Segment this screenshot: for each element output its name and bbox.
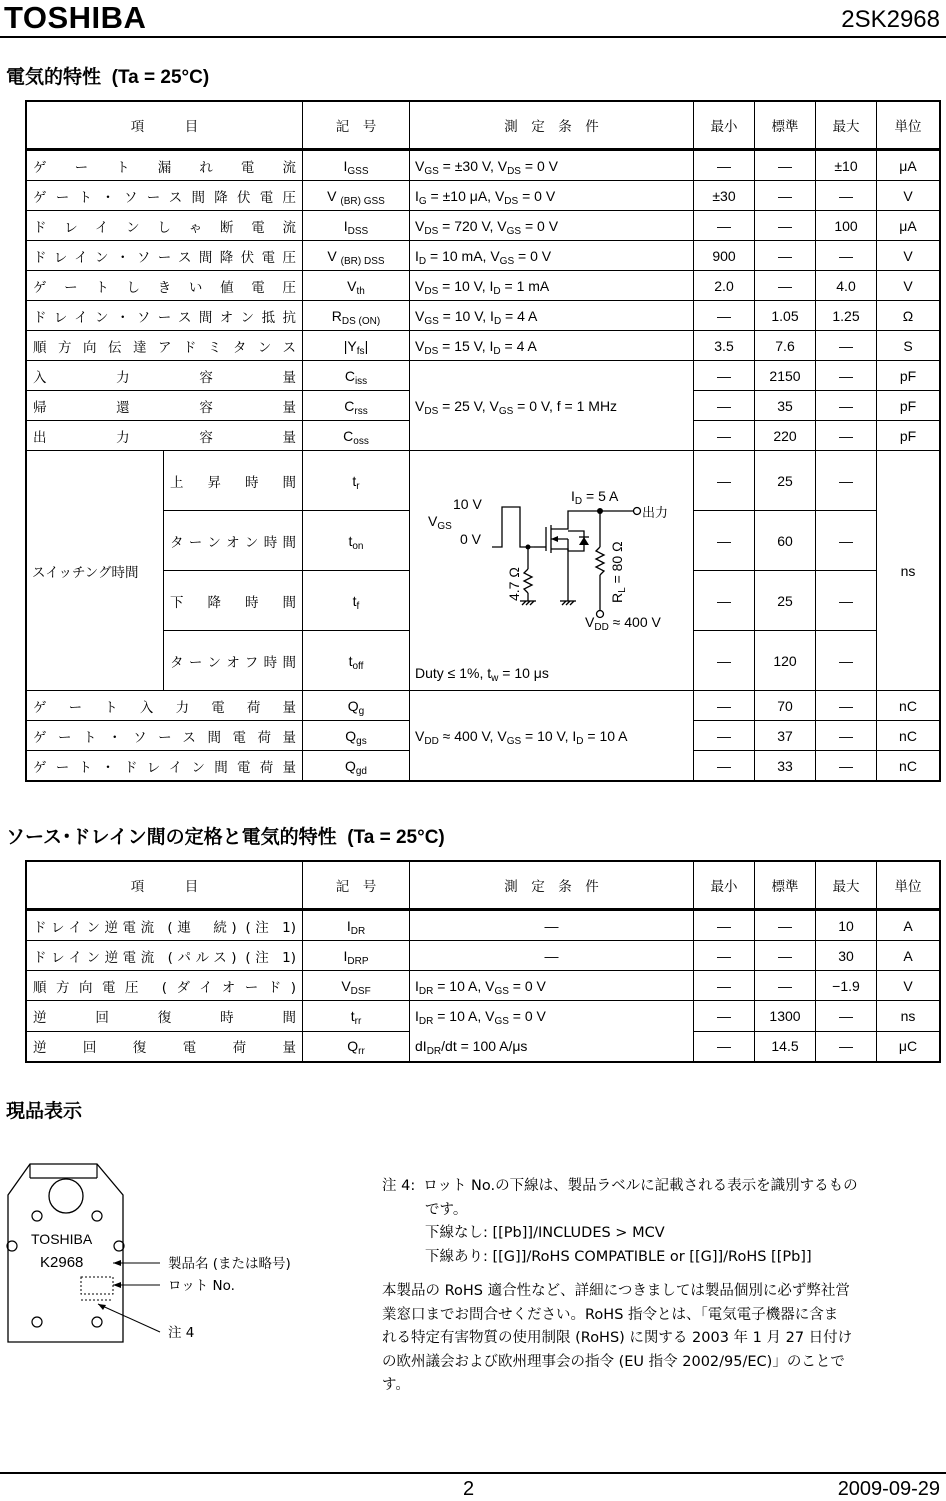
param-symbol: $I_{GSS}$ <box>303 150 410 181</box>
col-header-item: 項 目 <box>27 862 303 910</box>
value-unit: Ω <box>877 301 940 331</box>
svg-text:RL = 80 Ω: $R_L = 80$ Ω <box>609 541 628 603</box>
revision-date: 2009-09-29 <box>837 1478 940 1500</box>
package-marking-drawing <box>0 1150 380 1350</box>
param-symbol: $|Y_{fs}|$ <box>303 331 410 361</box>
value-typ: — <box>755 910 816 941</box>
param-name: ゲートしきい値電圧 <box>27 271 303 301</box>
param-symbol: $C_{oss}$ <box>303 421 410 451</box>
table-row <box>27 941 940 971</box>
callout-product-name: 製品名 (または略号) <box>168 1256 291 1272</box>
value-typ: 14.5 <box>755 1031 816 1062</box>
value-max: — <box>816 421 877 451</box>
value-typ: — <box>755 211 816 241</box>
svg-text:4.7 Ω: 4.7 Ω <box>506 567 522 601</box>
col-header-item: 項 目 <box>27 102 303 150</box>
section2-condition: (Ta = 25°C) <box>347 827 445 848</box>
callout-lot-number: ロット No. <box>168 1278 235 1294</box>
note4-line2: です。 <box>425 1201 468 1218</box>
param-name: ドレインしゃ断電流 <box>27 211 303 241</box>
test-condition: $I_{DR} = 10$ A, $V_{GS} = 0$ V $dI_{DR}/dt = 100$ A/μs <box>410 1001 694 1062</box>
col-header-unit: 単位 <box>877 862 940 910</box>
value-typ: — <box>755 241 816 271</box>
callout-note4: 注 4 <box>168 1325 195 1341</box>
table-row <box>27 301 940 331</box>
param-symbol: $Q_{gd}$ <box>303 751 410 781</box>
footer-rule <box>0 1472 946 1474</box>
value-max: — <box>816 751 877 781</box>
col-header-max: 最大 <box>816 862 877 910</box>
svg-text:VDD ≈ 400 V: $V_{DD} \approx 400$ V <box>585 614 661 633</box>
value-min: — <box>694 150 755 181</box>
param-symbol: $t_r$ <box>303 451 410 511</box>
test-condition: $V_{DS} = 10$ V, $I_D = 1$ mA <box>410 271 694 301</box>
param-name: ゲート・ソース間降伏電圧 <box>27 181 303 211</box>
value-typ: — <box>755 941 816 971</box>
param-name: ゲート・ソース間電荷量 <box>27 721 303 751</box>
param-symbol: $t_f$ <box>303 571 410 631</box>
test-condition: $V_{DS} = 15$ V, $I_D = 4$ A <box>410 331 694 361</box>
value-min: 3.5 <box>694 331 755 361</box>
test-condition: $V_{DS} = 25$ V, $V_{GS} = 0$ V, f = 1 MHz <box>410 361 694 451</box>
value-unit: V <box>877 271 940 301</box>
value-unit: A <box>877 941 940 971</box>
value-max: — <box>816 721 877 751</box>
value-unit: μA <box>877 211 940 241</box>
param-symbol: $C_{rss}$ <box>303 391 410 421</box>
param-name: ドレイン逆電流 (パルス) (注 1) <box>27 941 303 971</box>
note4-label: 注 4: <box>382 1178 416 1194</box>
value-min: — <box>694 1001 755 1032</box>
value-typ: 33 <box>755 751 816 781</box>
value-min: — <box>694 721 755 751</box>
rohs-paragraph <box>382 1280 942 1398</box>
rohs-line2: 業窓口までお問合せください。RoHS 指令とは、「電気電子機器に含ま <box>382 1306 839 1323</box>
value-unit: ns <box>877 451 940 691</box>
value-max: ±10 <box>816 150 877 181</box>
value-min: — <box>694 451 755 511</box>
value-typ: 35 <box>755 391 816 421</box>
param-name: 入力容量 <box>27 361 303 391</box>
value-unit: nC <box>877 751 940 781</box>
section1-title: 電気的特性 <box>6 66 102 88</box>
value-max: — <box>816 241 877 271</box>
value-min: — <box>694 910 755 941</box>
value-min: — <box>694 751 755 781</box>
electrical-characteristics-table <box>26 101 940 781</box>
table-row <box>27 971 940 1001</box>
value-unit: μC <box>877 1031 940 1062</box>
value-unit: A <box>877 910 940 941</box>
value-unit: pF <box>877 391 940 421</box>
value-unit: S <box>877 331 940 361</box>
table-row <box>27 271 940 301</box>
param-symbol: $C_{iss}$ <box>303 361 410 391</box>
value-typ: — <box>755 971 816 1001</box>
param-name: ゲート漏れ電流 <box>27 150 303 181</box>
value-unit: nC <box>877 691 940 721</box>
value-min: — <box>694 941 755 971</box>
table-row <box>27 181 940 211</box>
table-row <box>27 361 940 391</box>
switching-group-label: スイッチング時間 <box>27 451 164 691</box>
test-condition: — <box>410 910 694 941</box>
value-max: 30 <box>816 941 877 971</box>
header-rule <box>0 36 946 38</box>
note4-line1: ロット No.の下線は、製品ラベルに記載される表示を識別するもの <box>423 1178 858 1194</box>
value-typ: 220 <box>755 421 816 451</box>
value-unit: nC <box>877 721 940 751</box>
switching-test-circuit <box>410 451 680 683</box>
param-symbol: $I_{DSS}$ <box>303 211 410 241</box>
duty-condition: Duty ≤ 1%, $t_w = 10$ μs <box>415 665 549 684</box>
rohs-line3: れる特定有害物質の使用制限 (RoHS) に関する 2003 年 1 月 27 日付け <box>382 1330 853 1346</box>
toshiba-logo: TOSHIBA <box>4 0 147 35</box>
col-header-max: 最大 <box>816 102 877 150</box>
col-header-condition: 測 定 条 件 <box>410 102 694 150</box>
note4-line3: 下線なし: [[Pb]]/INCLUDES > MCV <box>425 1225 665 1241</box>
value-max: — <box>816 331 877 361</box>
table-row <box>27 1001 940 1032</box>
param-symbol: $V_{th}$ <box>303 271 410 301</box>
section1-condition: (Ta = 25°C) <box>111 67 210 88</box>
value-max: — <box>816 391 877 421</box>
value-min: — <box>694 511 755 571</box>
value-min: — <box>694 301 755 331</box>
value-unit: pF <box>877 361 940 391</box>
value-typ: — <box>755 150 816 181</box>
table2-header-row <box>27 862 940 910</box>
value-min: — <box>694 971 755 1001</box>
test-condition: $I_G = \pm 10$ μA, $V_{DS} = 0$ V <box>410 181 694 211</box>
value-max: — <box>816 181 877 211</box>
section2-title: ソース･ドレイン間の定格と電気的特性 <box>6 826 337 848</box>
col-header-typ: 標準 <box>755 102 816 150</box>
value-max: — <box>816 691 877 721</box>
value-typ: 1300 <box>755 1001 816 1032</box>
value-typ: 2150 <box>755 361 816 391</box>
package-brand: TOSHIBA <box>31 1231 93 1247</box>
value-min: — <box>694 391 755 421</box>
table-row <box>27 691 940 721</box>
value-max: 100 <box>816 211 877 241</box>
value-max: 4.0 <box>816 271 877 301</box>
value-unit: V <box>877 241 940 271</box>
param-name: ゲート・ドレイン間電荷量 <box>27 751 303 781</box>
param-name: ターンオン時間 <box>164 511 303 571</box>
value-min: — <box>694 571 755 631</box>
value-min: — <box>694 211 755 241</box>
value-typ: 60 <box>755 511 816 571</box>
param-name: 逆回復電荷量 <box>27 1031 303 1062</box>
param-symbol: $t_{off}$ <box>303 631 410 691</box>
value-max: 1.25 <box>816 301 877 331</box>
value-min: 900 <box>694 241 755 271</box>
col-header-condition: 測 定 条 件 <box>410 862 694 910</box>
note4-line4: 下線あり: [[G]]/RoHS COMPATIBLE or [[G]]/RoHS [[Pb]] <box>425 1248 812 1265</box>
param-symbol: $t_{on}$ <box>303 511 410 571</box>
svg-text:ID = 5 A: $I_D = 5$ A <box>571 488 619 507</box>
param-name: 順方向電圧 (ダイオード) <box>27 971 303 1001</box>
col-header-min: 最小 <box>694 102 755 150</box>
param-symbol: V $_{(BR) GSS}$ <box>303 181 410 211</box>
param-name: 出力容量 <box>27 421 303 451</box>
table-row <box>27 241 940 271</box>
switching-circuit-cell <box>410 451 694 691</box>
col-header-symbol: 記 号 <box>303 862 410 910</box>
param-symbol: $Q_{gs}$ <box>303 721 410 751</box>
rohs-line4: の欧州議会および欧州理事会の指令 (EU 指令 2002/95/EC)」のことで <box>382 1353 845 1370</box>
section1-heading <box>6 62 209 89</box>
col-header-typ: 標準 <box>755 862 816 910</box>
param-name: ドレイン逆電流 (連 続) (注 1) <box>27 910 303 941</box>
param-symbol: $I_{DR}$ <box>303 910 410 941</box>
value-unit: V <box>877 971 940 1001</box>
page-number: 2 <box>463 1478 475 1500</box>
param-name: 下降時間 <box>164 571 303 631</box>
param-name: ゲート入力電荷量 <box>27 691 303 721</box>
param-symbol: $Q_{rr}$ <box>303 1031 410 1062</box>
value-typ: — <box>755 181 816 211</box>
value-typ: 25 <box>755 451 816 511</box>
param-symbol: $R_{DS (ON)}$ <box>303 301 410 331</box>
value-max: — <box>816 511 877 571</box>
value-max: — <box>816 631 877 691</box>
value-min: — <box>694 1031 755 1062</box>
param-name: 逆回復時間 <box>27 1001 303 1032</box>
table-row <box>27 331 940 361</box>
value-max: — <box>816 1031 877 1062</box>
param-symbol: $V_{DSF}$ <box>303 971 410 1001</box>
param-name: 帰還容量 <box>27 391 303 421</box>
test-condition: $V_{DD} \approx 400$ V, $V_{GS} = 10$ V, $I_D = 10$ A <box>410 691 694 781</box>
table1-header-row <box>27 102 940 150</box>
param-symbol: $t_{rr}$ <box>303 1001 410 1032</box>
value-unit: V <box>877 181 940 211</box>
lot-number-box <box>81 1277 113 1294</box>
value-max: 10 <box>816 910 877 941</box>
table-row <box>27 211 940 241</box>
col-header-min: 最小 <box>694 862 755 910</box>
value-min: — <box>694 631 755 691</box>
section3-title: 現品表示 <box>6 1100 83 1122</box>
svg-text:10 V: 10 V <box>453 496 482 512</box>
value-typ: 37 <box>755 721 816 751</box>
value-max: — <box>816 1001 877 1032</box>
package-marking: K2968 <box>40 1254 84 1271</box>
test-condition: $I_{DR} = 10$ A, $V_{GS} = 0$ V <box>410 971 694 1001</box>
param-name: ドレイン・ソース間オン抵抗 <box>27 301 303 331</box>
value-min: ±30 <box>694 181 755 211</box>
param-name: 上昇時間 <box>164 451 303 511</box>
test-condition: — <box>410 941 694 971</box>
table-row <box>27 451 940 511</box>
param-symbol: $I_{DRP}$ <box>303 941 410 971</box>
value-min: 2.0 <box>694 271 755 301</box>
svg-text:0 V: 0 V <box>460 531 482 547</box>
value-max: — <box>816 451 877 511</box>
test-condition: $V_{DS} = 720$ V, $V_{GS} = 0$ V <box>410 211 694 241</box>
value-max: — <box>816 571 877 631</box>
param-symbol: V $_{(BR) DSS}$ <box>303 241 410 271</box>
value-unit: ns <box>877 1001 940 1032</box>
value-max: −1.9 <box>816 971 877 1001</box>
col-header-unit: 単位 <box>877 102 940 150</box>
value-min: — <box>694 691 755 721</box>
value-typ: 25 <box>755 571 816 631</box>
param-symbol: $Q_g$ <box>303 691 410 721</box>
rohs-line1: 本製品の RoHS 適合性など、詳細につきましては製品個別に必ず弊社営 <box>382 1283 850 1299</box>
rohs-line5: す。 <box>382 1377 410 1393</box>
note4-block <box>382 1175 942 1269</box>
part-number: 2SK2968 <box>841 6 940 33</box>
svg-text:出力: 出力 <box>642 506 669 521</box>
value-typ: 70 <box>755 691 816 721</box>
test-condition: $V_{GS} = 10$ V, $I_D = 4$ A <box>410 301 694 331</box>
col-header-symbol: 記 号 <box>303 102 410 150</box>
value-max: — <box>816 361 877 391</box>
param-name: 順方向伝達アドミタンス <box>27 331 303 361</box>
value-typ: — <box>755 271 816 301</box>
value-min: — <box>694 421 755 451</box>
value-typ: 1.05 <box>755 301 816 331</box>
test-condition: $I_D = 10$ mA, $V_{GS} = 0$ V <box>410 241 694 271</box>
svg-text:VGS: $V_{GS}$ <box>428 513 452 532</box>
value-min: — <box>694 361 755 391</box>
value-unit: μA <box>877 150 940 181</box>
test-condition: $V_{GS} = \pm 30$ V, $V_{DS} = 0$ V <box>410 150 694 181</box>
value-typ: 7.6 <box>755 331 816 361</box>
value-unit: pF <box>877 421 940 451</box>
value-typ: 120 <box>755 631 816 691</box>
table-row <box>27 910 940 941</box>
section2-heading <box>6 822 445 849</box>
source-drain-ratings-table <box>26 861 940 1062</box>
param-name: ターンオフ時間 <box>164 631 303 691</box>
table-row <box>27 150 940 181</box>
param-name: ドレイン・ソース間降伏電圧 <box>27 241 303 271</box>
